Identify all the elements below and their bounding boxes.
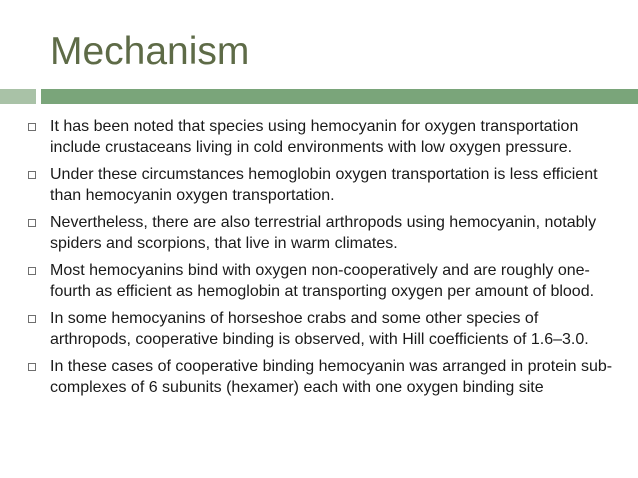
hollow-square-bullet-icon <box>28 171 36 179</box>
bullet-item <box>0 164 638 206</box>
title-rule-accent <box>0 89 36 104</box>
hollow-square-bullet-icon <box>28 219 36 227</box>
bullet-item <box>0 116 638 158</box>
slide-title: Mechanism <box>50 30 250 73</box>
hollow-square-bullet-icon <box>28 363 36 371</box>
bullet-text: In these cases of cooperative binding hemocyanin was arranged in protein sub-complexes of 6 subunits (hexamer) each with one oxygen binding site <box>50 358 613 396</box>
bullet-item <box>0 260 638 302</box>
bullet-text: It has been noted that species using hemocyanin for oxygen transportation include crustaceans living in cold environments with low oxygen pressure. <box>50 118 579 156</box>
bullet-text: Nevertheless, there are also terrestrial arthropods using hemocyanin, notably spiders and scorpions, that live in warm climates. <box>50 214 597 252</box>
hollow-square-bullet-icon <box>28 315 36 323</box>
bullet-item <box>0 212 638 254</box>
bullet-text: Most hemocyanins bind with oxygen non-cooperatively and are roughly one-fourth as efficient as hemoglobin at transporting oxygen per amount of blood. <box>50 262 595 300</box>
title-rule <box>41 89 638 104</box>
hollow-square-bullet-icon <box>28 267 36 275</box>
bullet-item <box>0 308 638 350</box>
bullet-item <box>0 356 638 398</box>
bullet-text: Under these circumstances hemoglobin oxygen transportation is less efficient than hemocyanin oxygen transportation. <box>50 166 598 204</box>
hollow-square-bullet-icon <box>28 123 36 131</box>
bullet-list <box>0 116 638 404</box>
bullet-text: In some hemocyanins of horseshoe crabs and some other species of arthropods, cooperative binding is observed, with Hill coefficients of 1.6–3.0. <box>50 310 589 348</box>
